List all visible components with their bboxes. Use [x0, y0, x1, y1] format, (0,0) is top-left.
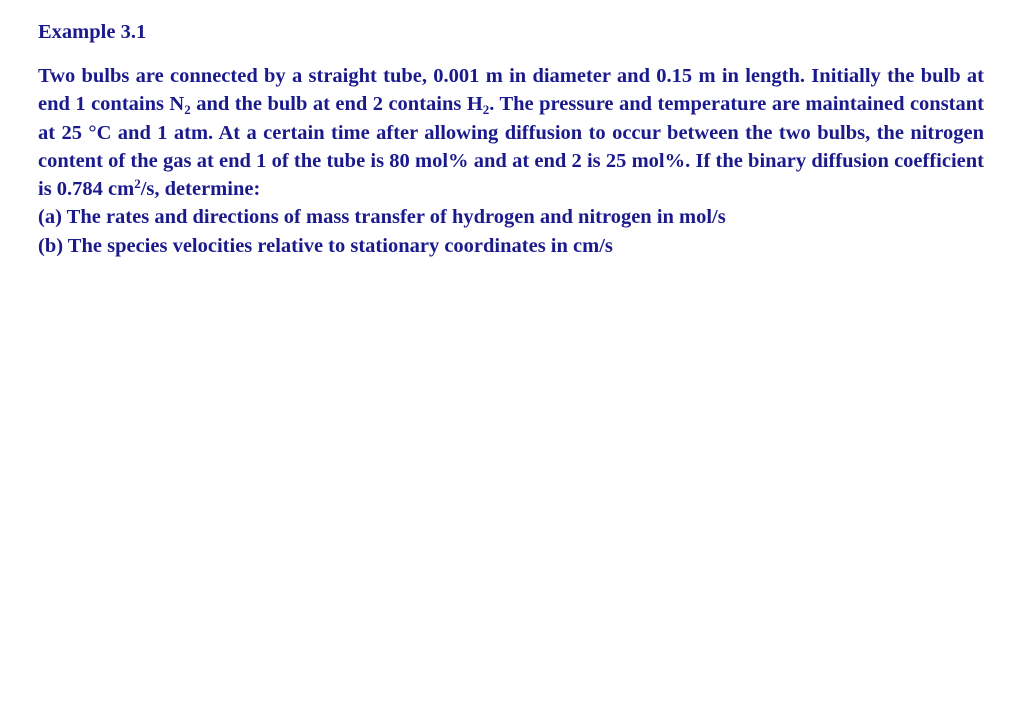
problem-text-4: /s, determine:: [140, 178, 261, 201]
problem-text-3: . The pressure and temperature are maintained constant at 25 °C and 1 atm. At a certain time after allowing diffusion to occur between the two bulbs, the nitrogen content of the gas at end 1 of the tube is 80 mol% and at end 2 is 25 mol%. If the binary diffusion coefficient is 0.784 cm: [38, 93, 984, 201]
problem-statement: [38, 62, 984, 203]
example-heading: Example 3.1: [38, 21, 147, 43]
question-part-b: (b) The species velocities relative to stationary coordinates in cm/s: [38, 234, 613, 257]
problem-text-2: and the bulb at end 2 contains H: [190, 93, 483, 116]
question-part-a: (a) The rates and directions of mass transfer of hydrogen and nitrogen in mol/s: [38, 206, 726, 229]
problem-text-1: Two bulbs are connected by a straight tube, 0.001 m in diameter and 0.15 m in length. Initially the bulb at end 1 contains N: [38, 65, 984, 116]
unit-superscript: 2: [134, 176, 141, 192]
nitrogen-subscript: 2: [184, 102, 191, 118]
document-page: [38, 18, 984, 260]
hydrogen-subscript: 2: [482, 102, 490, 118]
